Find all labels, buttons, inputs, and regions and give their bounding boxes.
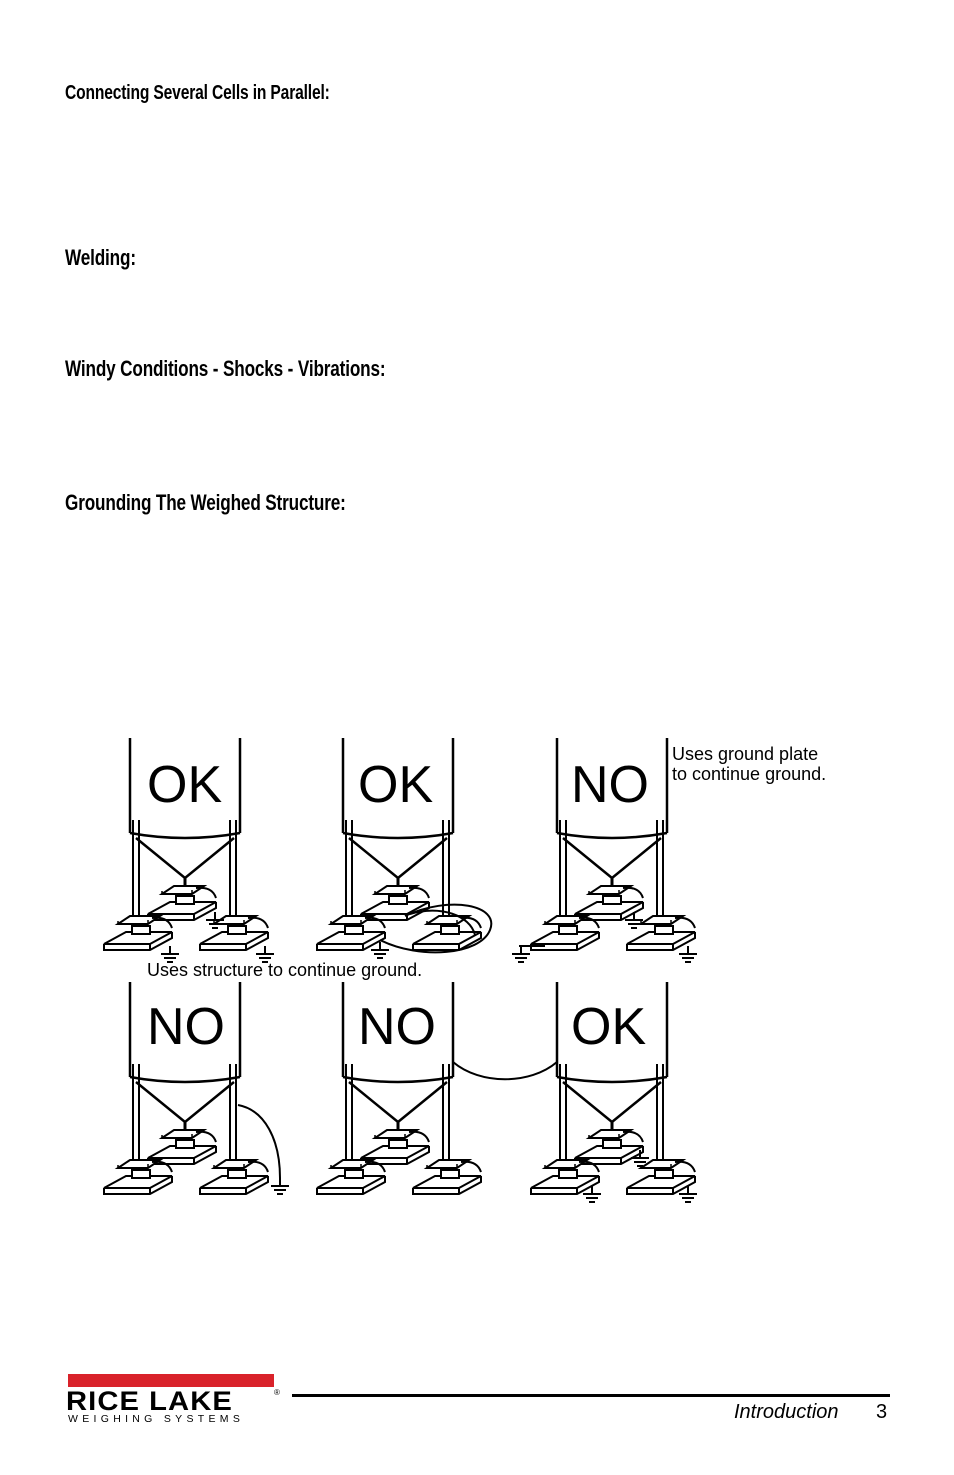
panel-2-verdict: OK (358, 756, 434, 814)
footer-rule (292, 1394, 890, 1397)
caption-ground-plate-2: to continue ground. (672, 764, 827, 784)
caption-structure: Uses structure to continue ground. (147, 960, 423, 980)
registered-mark: ® (274, 1388, 280, 1397)
panel-5 (317, 982, 481, 1194)
page-number: 3 (876, 1401, 888, 1423)
footer-section-name: Introduction (734, 1401, 839, 1423)
panel-4-verdict: NO (147, 998, 225, 1056)
panel-3 (512, 738, 826, 962)
panel-6 (531, 982, 697, 1202)
brand-logo-subtitle: WEIGHING SYSTEMS (68, 1413, 245, 1425)
panel-5-verdict: NO (358, 998, 436, 1056)
heading-welding: Welding: (65, 245, 136, 270)
panel-3-verdict: NO (571, 756, 649, 814)
heading-grounding: Grounding The Weighed Structure: (65, 490, 346, 515)
panel-6-verdict: OK (571, 998, 647, 1056)
panel-1-verdict: OK (147, 756, 223, 814)
panel-1 (104, 738, 274, 962)
heading-windy-conditions: Windy Conditions - Shocks - Vibrations: (65, 356, 386, 381)
bonding-strap (453, 1062, 557, 1079)
brand-logo-text: RICE LAKE (66, 1386, 233, 1416)
panel-2 (317, 738, 491, 958)
heading-parallel: Connecting Several Cells in Parallel: (65, 82, 330, 104)
caption-ground-plate-1: Uses ground plate (672, 744, 819, 764)
panel-4 (104, 982, 289, 1194)
